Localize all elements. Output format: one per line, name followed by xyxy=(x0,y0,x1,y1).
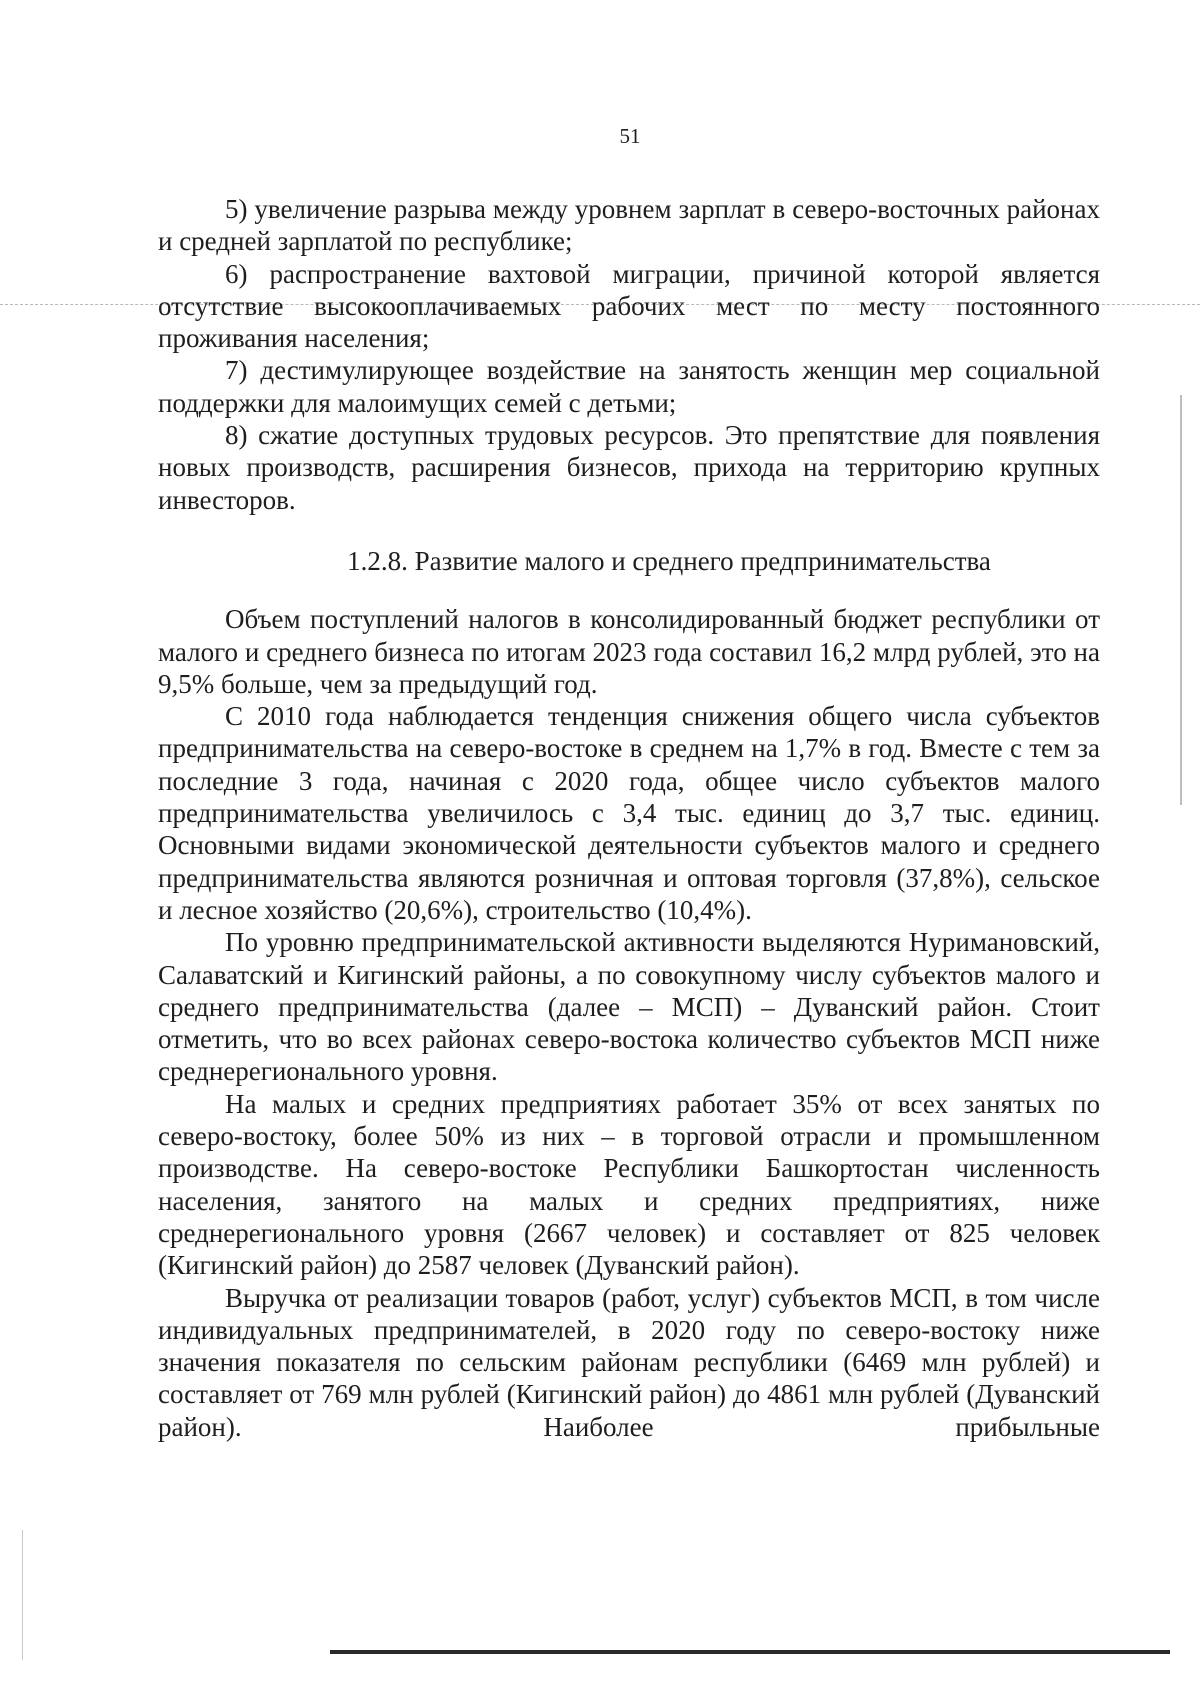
paragraph: С 2010 года наблюдается тенденция снижения общего числа субъектов предпринимательства на северо-востоке в среднем на 1,7% в год. Вместе с тем за последние 3 года, начиная с 2020 года, общее число субъектов малого предпринимательства увеличилось с 3,4 тыс. единиц до 3,7 тыс. единиц. Основными видами экономической деятельности субъектов малого и среднего предпринимательства являются розничная и оптовая торговля (37,8%), сельское и лесное хозяйство (20,6%), строительство (10,4%). xyxy=(158,701,1100,925)
margin-mark-left xyxy=(22,1530,23,1660)
paragraph: На малых и средних предприятиях работает 35% от всех занятых по северо-востоку, более 50% из них – в торговой отрасли и промышленном производстве. На северо-востоке Республики Башкортостан численность населения, занятого на малых и средних предприятиях, ниже среднерегионального уровня (2667 человек) и составляет от 825 человек (Кигинский район) до 2587 человек (Дуванский район). xyxy=(158,1088,1100,1281)
paragraph: Выручка от реализации товаров (работ, услуг) субъектов МСП, в том числе индивидуальных предпринимателей, в 2020 году по северо-востоку ниже значения показателя по сельским районам республики (6469 млн рублей) и составляет от 769 млн рублей (Кигинский район) до 4861 млн рублей (Дуванский район). Наиболее прибыльные xyxy=(158,1282,1100,1442)
margin-mark-right xyxy=(1180,395,1182,805)
paragraph: Объем поступлений налогов в консолидированный бюджет республики от малого и среднего бизнеса по итогам 2023 года составил 16,2 млрд рублей, это на 9,5% больше, чем за предыдущий год. xyxy=(158,604,1100,699)
document-body xyxy=(158,193,1100,1443)
paragraph: По уровню предпринимательской активности выделяются Нуримановский, Салаватский и Кигинский районы, а по совокупному числу субъектов малого и среднего предпринимательства (далее – МСП) – Дуванский район. Стоит отметить, что во всех районах северо-востока количество субъектов МСП ниже среднерегионального уровня. xyxy=(158,927,1100,1087)
page-number: 51 xyxy=(619,124,641,148)
list-item: 8) сжатие доступных трудовых ресурсов. Это препятствие для появления новых производств, расширения бизнесов, прихода на территорию крупных инвесторов. xyxy=(158,420,1100,515)
bottom-rule xyxy=(330,1650,1170,1654)
list-item: 7) дестимулирующее воздействие на занятость женщин мер социальной поддержки для малоимущих семей с детьми; xyxy=(158,355,1100,418)
section-heading: 1.2.8. Развитие малого и среднего предпринимательства xyxy=(347,545,991,576)
list-item: 5) увеличение разрыва между уровнем зарплат в северо-восточных районах и средней зарплатой по республике; xyxy=(158,194,1100,257)
list-item: 6) распространение вахтовой миграции, причиной которой является отсутствие высокооплачиваемых рабочих мест по месту постоянного проживания населения; xyxy=(158,258,1100,354)
